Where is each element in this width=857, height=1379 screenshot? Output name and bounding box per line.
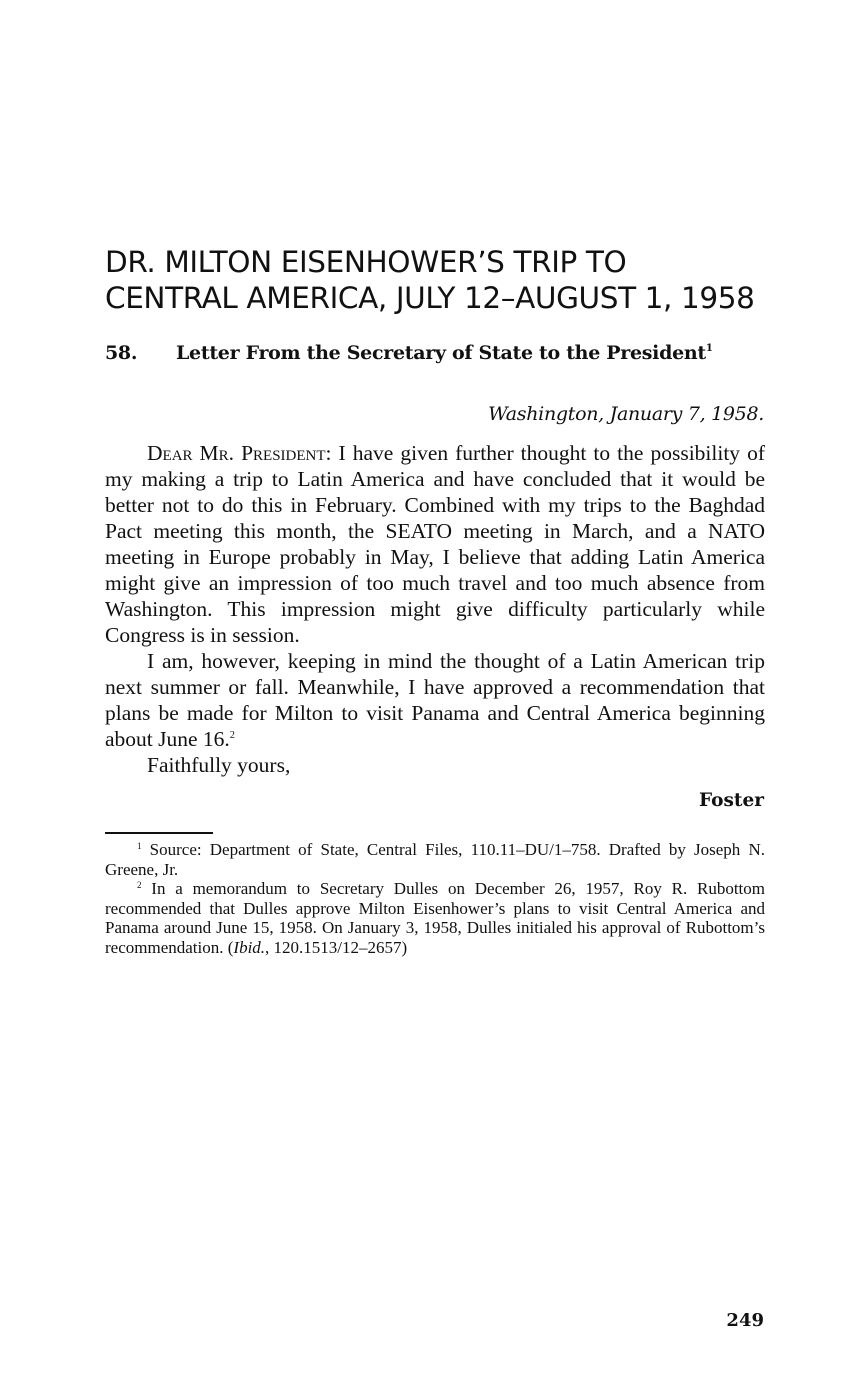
footnote-1-marker: 1 [137,841,142,851]
document-number: 58. [105,342,138,364]
footnote-2-ibid: Ibid. [233,937,266,957]
footnotes [105,840,765,957]
letter-paragraph-1 [105,440,765,648]
footnote-1 [105,840,765,879]
document-title: Letter From the Secretary of State to the President [176,342,706,364]
letter-body [105,440,765,778]
document-heading [105,340,765,366]
letter-paragraph-2 [105,648,765,752]
footnote-2-text: In a memorandum to Secretary Dulles on December 26, 1957, Roy R. Rubottom recommended that Dulles approve Milton Eisenhower’s plans to visit Central America and Panama around June 15, 1958. On January 3, 1958, Dulles initialed his approval of Rubottom’s recommendation. ( [105,879,765,957]
footnote-2-reference: , 120.1513/12–2657) [265,937,408,957]
signature: Foster [699,790,764,811]
footnote-2-marker: 2 [137,880,142,890]
paragraph-2-footnote-marker: 2 [229,730,235,741]
chapter-title-line-1: DR. MILTON EISENHOWER’S TRIP TO [105,245,627,279]
document-title-footnote-marker: 1 [705,343,713,354]
footnote-1-text: Source: Department of State, Central Files, 110.11–DU/1–758. Drafted by Joseph N. Greene, Jr. [105,840,765,879]
paragraph-2-text: I am, however, keeping in mind the thought of a Latin American trip next summer or fall. Meanwhile, I have approved a recommendation that plans be made for Milton to visit Panama and Central America beginning about June 16. [105,649,765,751]
chapter-title-line-2: CENTRAL AMERICA, JULY 12–AUGUST 1, 1958 [105,281,755,315]
footnote-divider [105,832,213,834]
dateline: Washington, January 7, 1958. [488,403,764,425]
footnote-2 [105,879,765,957]
salutation: Dear Mr. President: [147,441,332,465]
paragraph-1-text: I have given further thought to the possibility of my making a trip to Latin America and have concluded that it would be better not to do this in February. Combined with my trips to the Baghdad Pact meeting this month, the SEATO meeting in March, and a NATO meeting in Europe probably in May, I believe that adding Latin America might give an impression of too much travel and too much absence from Washington. This impression might give difficulty particularly while Congress is in session. [105,441,765,647]
closing: Faithfully yours, [147,753,291,777]
page-number: 249 [726,1310,764,1331]
chapter-title [105,244,805,316]
